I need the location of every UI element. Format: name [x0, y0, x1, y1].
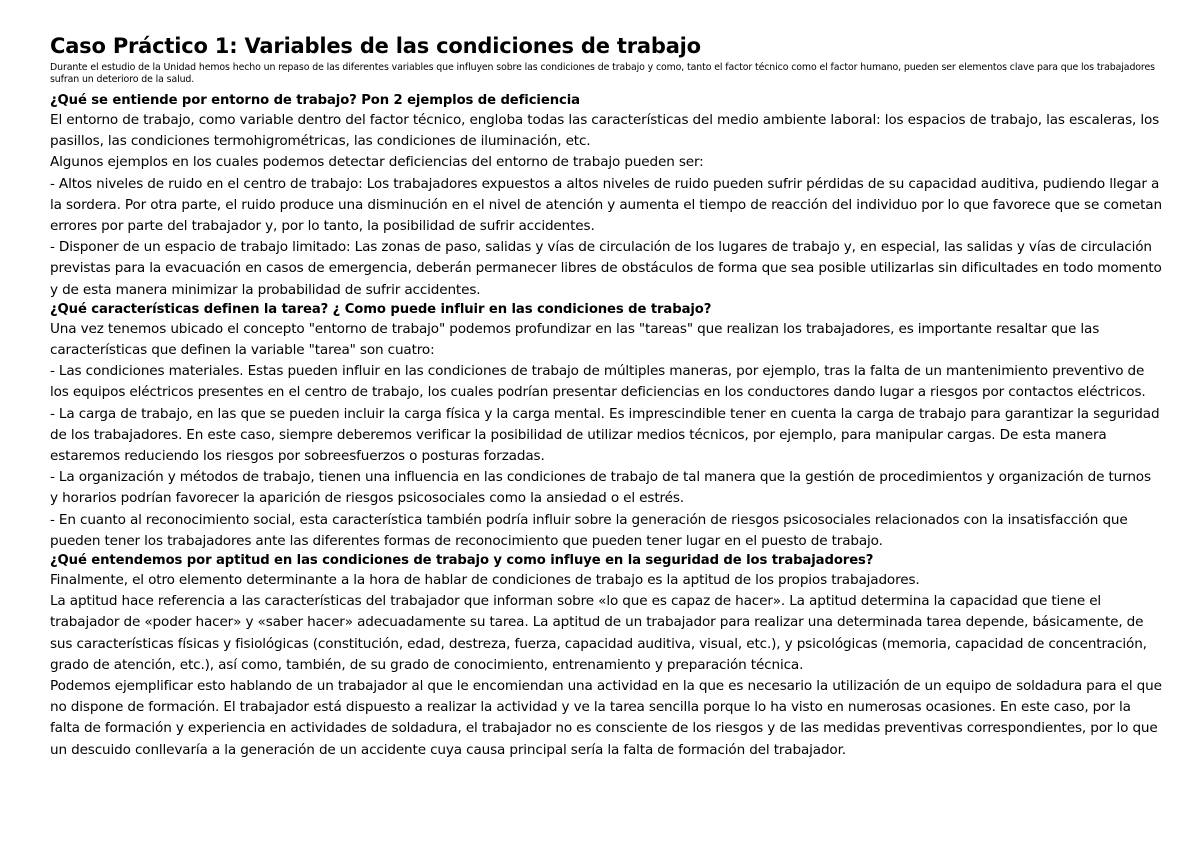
paragraph: Algunos ejemplos en los cuales podemos detectar deficiencias del entorno de trabajo pueden ser:: [50, 154, 704, 171]
paragraph: El entorno de trabajo, como variable dentro del factor técnico, engloba todas las características del medio ambiente laboral: los espacios de trabajo, las escaleras, los pasillos, las condiciones termohigrométricas, las condiciones de iluminación, etc.: [50, 112, 1160, 150]
section-entorno: [50, 92, 1162, 301]
paragraph: - La carga de trabajo, en las que se pueden incluir la carga física y la carga mental. Es imprescindible tener en cuenta la carga de trabajo para garantizar la seguridad de los trabajadores. En este caso, siempre deberemos verificar la posibilidad de utilizar medios técnicos, por ejemplo, para manipular cargas. De esta manera estaremos reduciendo los riesgos por sobreesfuerzos o posturas forzadas.: [50, 405, 1160, 465]
paragraph: Finalmente, el otro elemento determinante a la hora de hablar de condiciones de trabajo es la aptitud de los propios trabajadores.: [50, 572, 920, 589]
paragraph: - Disponer de un espacio de trabajo limitado: Las zonas de paso, salidas y vías de circulación de los lugares de trabajo y, en especial, las salidas y vías de circulación previstas para la evacuación en casos de emergencia, deberán permanecer libres de obstáculos de forma que sea posible utilizarlas sin dificultades en todo momento y de esta manera minimizar la probabilidad de sufrir accidentes.: [50, 239, 1162, 298]
document-subtitle: Durante el estudio de la Unidad hemos hecho un repaso de las diferentes variables que influyen sobre las condiciones de trabajo y como, tanto el factor técnico como el factor humano, pueden ser elementos clave para que los trabajadores sufran un deterioro de la salud.: [50, 62, 1155, 85]
paragraph: Podemos ejemplificar esto hablando de un trabajador al que le encomiendan una actividad en la que es necesario la utilización de un equipo de soldadura para el que no dispone de formación. El trabajador está dispuesto a realizar la actividad y ve la tarea sencilla porque lo ha visto en numerosas ocasiones. En este caso, por la falta de formación y experiencia en actividades de soldadura, el trabajador no es consciente de los riesgos y de las medidas preventivas correspondientes, por lo que un descuido conllevaría a la generación de un accidente cuya causa principal sería la falta de formación del trabajador.: [50, 678, 1162, 758]
paragraph: - Las condiciones materiales. Estas pueden influir en las condiciones de trabajo de múltiples maneras, por ejemplo, tras la falta de un mantenimiento preventivo de los equipos eléctricos presentes en el centro de trabajo, los cuales podrían presentar deficiencias en los conductores dando lugar a riesgos por contactos eléctricos.: [50, 363, 1146, 401]
section-aptitud: [50, 552, 1162, 761]
document-title: Caso Práctico 1: Variables de las condiciones de trabajo: [50, 34, 701, 58]
paragraph: La aptitud hace referencia a las características del trabajador que informan sobre «lo que es capaz de hacer». La aptitud determina la capacidad que tiene el trabajador de «poder hacer» y «saber hacer» adecuadamente su tarea. La aptitud de un trabajador para realizar una determinada tarea depende, básicamente, de sus características físicas y fisiológicas (constitución, edad, destreza, fuerza, capacidad auditiva, visual, etc.), y psicológicas (memoria, capacidad de concentración, grado de atención, etc.), así como, también, de su grado de conocimiento, entrenamiento y preparación técnica.: [50, 593, 1147, 673]
section-tarea: [50, 301, 1162, 552]
paragraph: - La organización y métodos de trabajo, tienen una influencia en las condiciones de trabajo de tal manera que la gestión de procedimientos y organización de turnos y horarios podrían favorecer la aparición de riesgos psicosociales como la ansiedad o el estrés.: [50, 469, 1151, 507]
paragraph: Una vez tenemos ubicado el concepto "entorno de trabajo" podemos profundizar en las "tareas" que realizan los trabajadores, es importante resaltar que las características que definen la variable "tarea" son cuatro:: [50, 320, 1100, 359]
paragraph: - En cuanto al reconocimiento social, esta característica también podría influir sobre la generación de riesgos psicosociales relacionados con la insatisfacción que pueden tener los trabajadores ante las diferentes formas de reconocimiento que pueden tener lugar en el puesto de trabajo.: [50, 511, 1128, 549]
document-page: [50, 32, 1162, 761]
paragraph: - Altos niveles de ruido en el centro de trabajo: Los trabajadores expuestos a altos niveles de ruido pueden sufrir pérdidas de su capacidad auditiva, pudiendo llegar a la sordera. Por otra parte, el ruido produce una disminución en el nivel de atención y aumenta el tiempo de reacción del individuo por lo que favorece que se cometan errores por parte del trabajador y, por lo tanto, la posibilidad de sufrir accidentes.: [50, 175, 1162, 235]
section-heading: ¿Qué se entiende por entorno de trabajo? Pon 2 ejemplos de deficiencia: [50, 93, 580, 108]
section-heading: ¿Qué entendemos por aptitud en las condiciones de trabajo y como influye en la seguridad de los trabajadores?: [50, 553, 874, 569]
section-heading: ¿Qué características definen la tarea? ¿ Como puede influir en las condiciones de trabajo?: [50, 301, 712, 317]
